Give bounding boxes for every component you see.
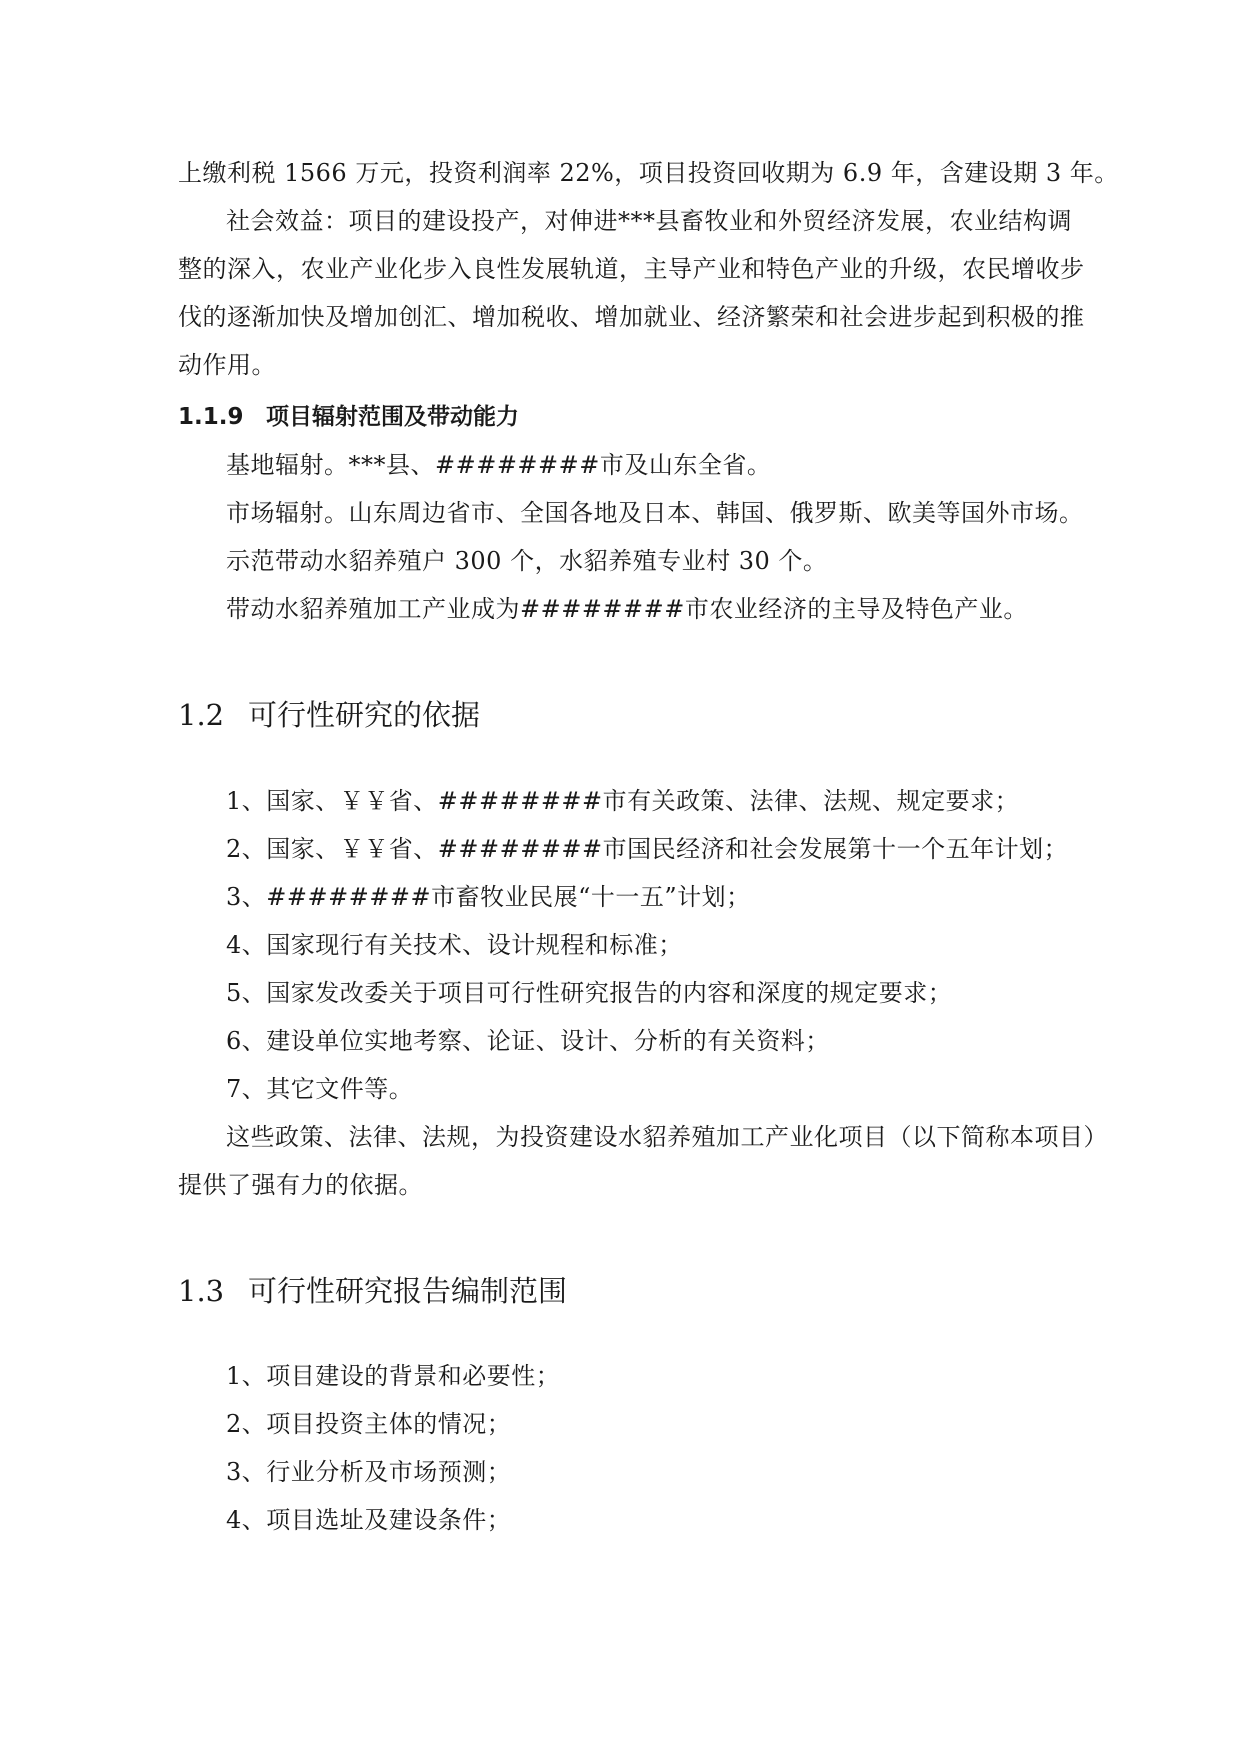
subsection-heading bbox=[178, 402, 519, 432]
list-item: 带动水貂养殖加工产业成为########市农业经济的主导及特色产业。 bbox=[226, 595, 1028, 623]
section-number: 1.2 bbox=[178, 698, 225, 732]
paragraph-line: 动作用。 bbox=[178, 351, 276, 379]
list-item: 1、国家、￥￥省、########市有关政策、法律、法规、规定要求； bbox=[226, 787, 1020, 815]
list-item: 4、项目选址及建设条件； bbox=[226, 1506, 512, 1534]
section-heading bbox=[178, 697, 480, 733]
section-title: 可行性研究的依据 bbox=[248, 698, 481, 732]
paragraph-line: 整的深入，农业产业化步入良性发展轨道，主导产业和特色产业的升级，农民增收步 bbox=[178, 255, 1085, 283]
list-item: 市场辐射。山东周边省市、全国各地及日本、韩国、俄罗斯、欧美等国外市场。 bbox=[226, 499, 1084, 527]
section-heading bbox=[178, 1273, 567, 1309]
section-title: 可行性研究报告编制范围 bbox=[248, 1274, 568, 1308]
list-item: 6、建设单位实地考察、论证、设计、分析的有关资料； bbox=[226, 1027, 830, 1055]
subsection-title: 项目辐射范围及带动能力 bbox=[266, 404, 519, 430]
list-item: 3、########市畜牧业民展“十一五”计划； bbox=[226, 883, 751, 911]
list-item: 2、国家、￥￥省、########市国民经济和社会发展第十一个五年计划； bbox=[226, 835, 1069, 863]
paragraph-line: 社会效益：项目的建设投产，对伸进***县畜牧业和外贸经济发展，农业结构调 bbox=[226, 207, 1072, 235]
list-item: 4、国家现行有关技术、设计规程和标准； bbox=[226, 931, 683, 959]
paragraph-line: 这些政策、法律、法规，为投资建设水貂养殖加工产业化项目（以下简称本项目） bbox=[226, 1123, 1108, 1151]
subsection-number: 1.1.9 bbox=[178, 404, 244, 430]
paragraph-line: 上缴利税 1566 万元，投资利润率 22%，项目投资回收期为 6.9 年，含建设期 3 年。 bbox=[178, 159, 1119, 187]
list-item: 1、项目建设的背景和必要性； bbox=[226, 1362, 561, 1390]
paragraph-line: 伐的逐渐加快及增加创汇、增加税收、增加就业、经济繁荣和社会进步起到积极的推 bbox=[178, 303, 1085, 331]
list-item: 基地辐射。***县、########市及山东全省。 bbox=[226, 451, 772, 479]
paragraph-line: 提供了强有力的依据。 bbox=[178, 1171, 423, 1199]
list-item: 7、其它文件等。 bbox=[226, 1075, 414, 1103]
list-item: 5、国家发改委关于项目可行性研究报告的内容和深度的规定要求； bbox=[226, 979, 953, 1007]
list-item: 3、行业分析及市场预测； bbox=[226, 1458, 512, 1486]
section-number: 1.3 bbox=[178, 1274, 225, 1308]
list-item: 示范带动水貂养殖户 300 个，水貂养殖专业村 30 个。 bbox=[226, 547, 828, 575]
list-item: 2、项目投资主体的情况； bbox=[226, 1410, 512, 1438]
